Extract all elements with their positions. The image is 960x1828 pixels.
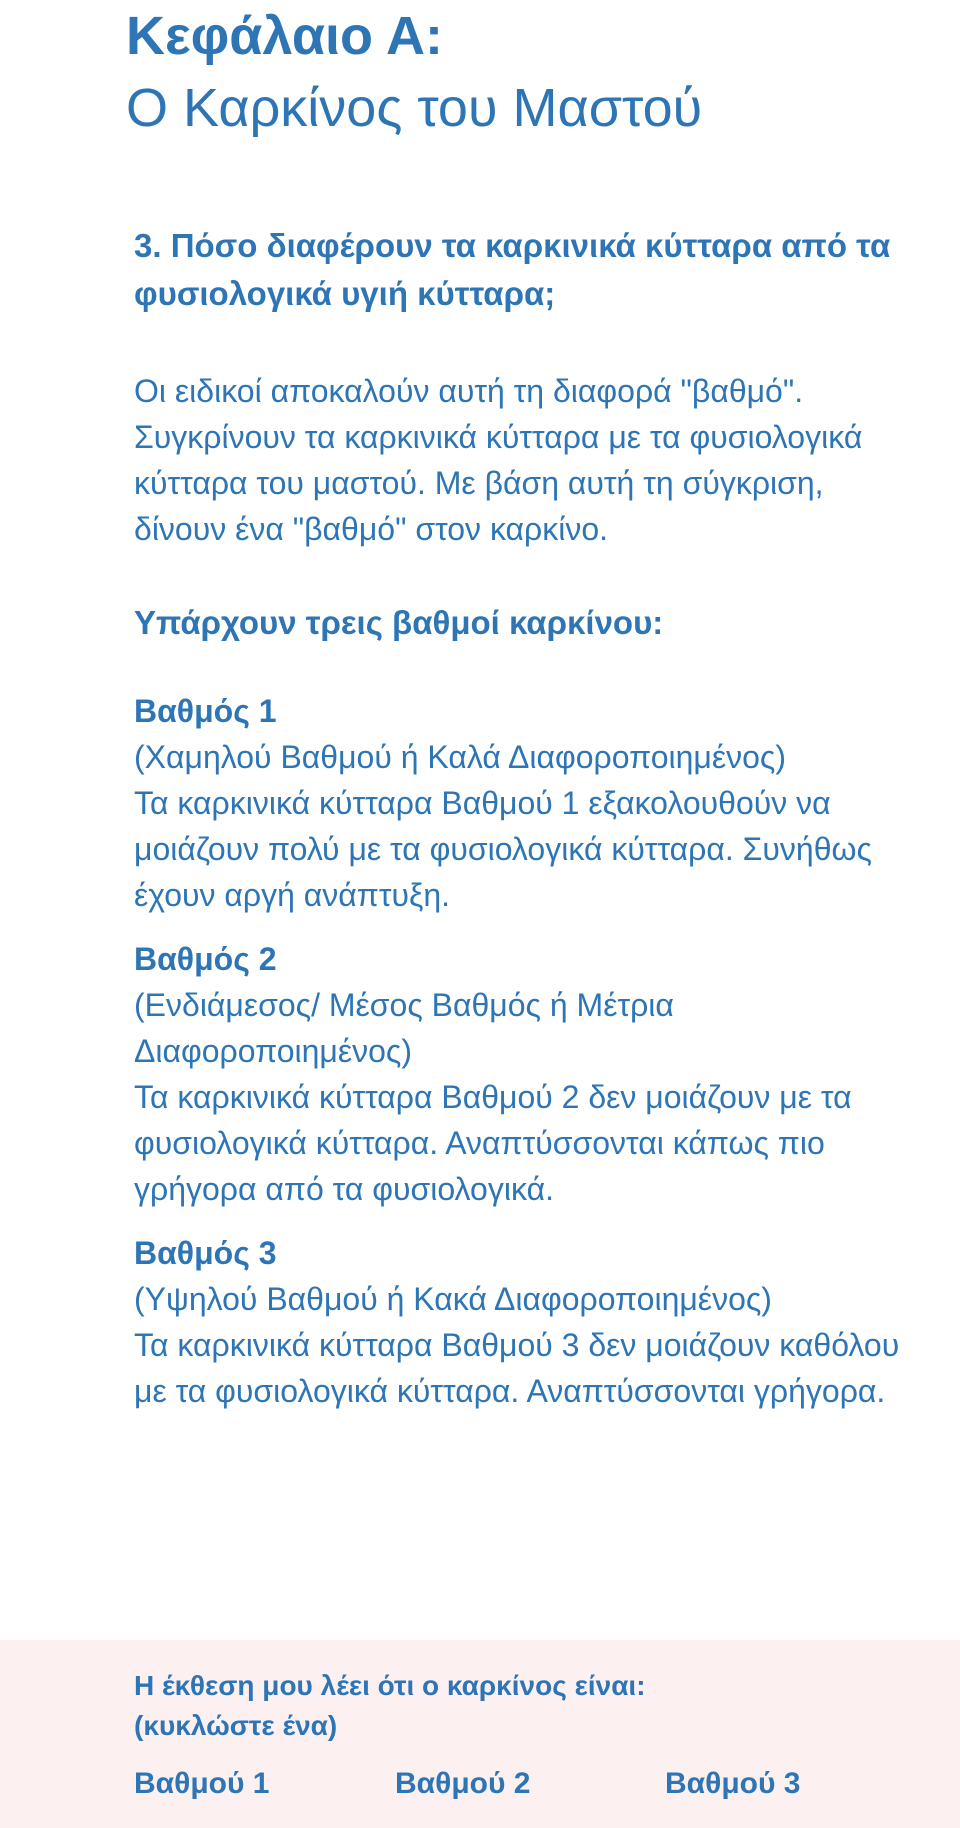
grade-title: Βαθμός 2	[134, 941, 277, 977]
grade-selection-prompt	[134, 1666, 914, 1746]
grade-option-3[interactable]: Βαθμού 3	[665, 1767, 801, 1800]
grade-option-1[interactable]: Βαθμού 1	[134, 1767, 270, 1800]
grade-option-2[interactable]: Βαθμού 2	[395, 1767, 531, 1800]
grade-subtitle: (Χαμηλού Βαθμού ή Καλά Διαφοροποιημένος)	[134, 739, 786, 775]
grades-heading: Υπάρχουν τρεις βαθμοί καρκίνου:	[134, 604, 664, 641]
grade-description: Τα καρκινικά κύτταρα Βαθμού 3 δεν μοιάζουν καθόλου με τα φυσιολογικά κύτταρα. Αναπτύσσονται γρήγορα.	[134, 1327, 900, 1409]
grade-description: Τα καρκινικά κύτταρα Βαθμού 2 δεν μοιάζουν με τα φυσιολογικά κύτταρα. Αναπτύσσονται κάπως πιο γρήγορα από τα φυσιολογικά.	[134, 1079, 852, 1207]
chapter-title-line1: Κεφάλαιο Α:	[126, 6, 443, 66]
grade-selection-box	[0, 1640, 960, 1828]
section-content	[134, 222, 914, 1432]
grade-options	[134, 1762, 914, 1806]
section-heading: 3. Πόσο διαφέρουν τα καρκινικά κύτταρα από τα φυσιολογικά υγιή κύτταρα;	[134, 227, 891, 312]
grade-1-block	[134, 688, 914, 918]
prompt-line1: Η έκθεση μου λέει ότι ο καρκίνος είναι:	[134, 1670, 646, 1701]
prompt-line2: (κυκλώστε ένα)	[134, 1710, 338, 1741]
intro-paragraph: Οι ειδικοί αποκαλούν αυτή τη διαφορά "βαθμό". Συγκρίνουν τα καρκινικά κύτταρα με τα φυσιολογικά κύτταρα του μαστού. Με βάση αυτή τη σύγκριση, δίνουν ένα "βαθμό" στον καρκίνο.	[134, 373, 863, 547]
chapter-title	[126, 0, 946, 144]
grade-title: Βαθμός 1	[134, 693, 277, 729]
grade-title: Βαθμός 3	[134, 1235, 277, 1271]
grade-description: Τα καρκινικά κύτταρα Βαθμού 1 εξακολουθούν να μοιάζουν πολύ με τα φυσιολογικά κύτταρα. Συνήθως έχουν αργή ανάπτυξη.	[134, 785, 872, 913]
grade-subtitle: (Ενδιάμεσος/ Μέσος Βαθμός ή Μέτρια Διαφοροποιημένος)	[134, 987, 674, 1069]
chapter-title-line2: Ο Καρκίνος του Μαστού	[126, 78, 703, 138]
grade-3-block	[134, 1230, 914, 1414]
grade-subtitle: (Υψηλού Βαθμού ή Κακά Διαφοροποιημένος)	[134, 1281, 772, 1317]
grade-2-block	[134, 936, 914, 1212]
